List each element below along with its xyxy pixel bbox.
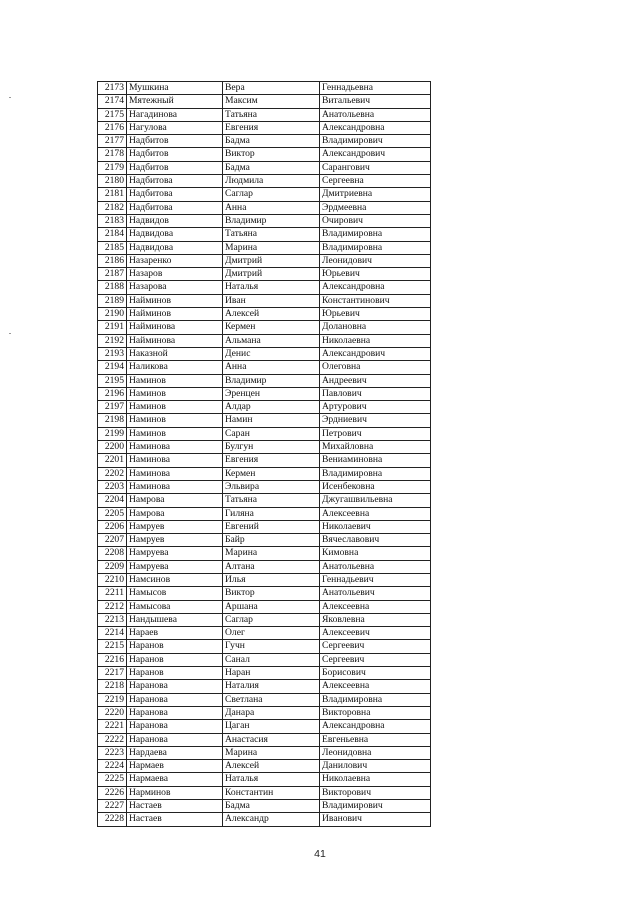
first-name-cell: Евгений [223,520,320,533]
patronymic-cell: Александровна [320,121,431,134]
patronymic-cell: Николаевич [320,520,431,533]
patronymic-cell: Геннадьевич [320,573,431,586]
patronymic-cell: Борисович [320,667,431,680]
patronymic-cell: Михайловна [320,441,431,454]
table-row [98,334,431,347]
table-row [98,135,431,148]
first-name-cell: Владимир [223,374,320,387]
table-row [98,347,431,360]
first-name-cell: Саглар [223,613,320,626]
patronymic-cell: Алексеевна [320,680,431,693]
table-row [98,254,431,267]
surname-cell: Надбитов [127,161,223,174]
row-number-cell: 2221 [98,720,127,733]
patronymic-cell: Вячеславович [320,534,431,547]
surname-cell: Наранова [127,720,223,733]
row-number-cell: 2223 [98,746,127,759]
surname-cell: Настаев [127,813,223,826]
table-row [98,507,431,520]
first-name-cell: Виктор [223,148,320,161]
surname-cell: Найминова [127,321,223,334]
patronymic-cell: Сергеевич [320,640,431,653]
table-row [98,587,431,600]
patronymic-cell: Юрьевич [320,308,431,321]
patronymic-cell: Алексеевич [320,627,431,640]
row-number-cell: 2199 [98,427,127,440]
surname-cell: Найминов [127,294,223,307]
table-row [98,693,431,706]
surname-cell: Нагадинова [127,108,223,121]
table-row [98,175,431,188]
table-row [98,733,431,746]
table-row [98,800,431,813]
patronymic-cell: Александрович [320,347,431,360]
surname-cell: Намрова [127,494,223,507]
table-row [98,161,431,174]
row-number-cell: 2188 [98,281,127,294]
surname-cell: Надвидова [127,241,223,254]
patronymic-cell: Александровна [320,281,431,294]
patronymic-cell: Олеговна [320,361,431,374]
surname-cell: Найминова [127,334,223,347]
first-name-cell: Аршана [223,600,320,613]
table-row [98,547,431,560]
row-number-cell: 2193 [98,347,127,360]
surname-cell: Наминов [127,374,223,387]
first-name-cell: Наран [223,667,320,680]
first-name-cell: Наталия [223,680,320,693]
row-number-cell: 2182 [98,201,127,214]
first-name-cell: Алдар [223,401,320,414]
surname-cell: Нарминов [127,786,223,799]
surname-cell: Намруев [127,534,223,547]
first-name-cell: Марина [223,746,320,759]
surname-cell: Назаров [127,268,223,281]
patronymic-cell: Очирович [320,214,431,227]
patronymic-cell: Кимовна [320,547,431,560]
first-name-cell: Гиляна [223,507,320,520]
table-row [98,786,431,799]
table-row [98,573,431,586]
row-number-cell: 2208 [98,547,127,560]
first-name-cell: Наталья [223,281,320,294]
patronymic-cell: Владимировна [320,693,431,706]
surname-cell: Нандышева [127,613,223,626]
row-number-cell: 2202 [98,467,127,480]
surname-cell: Назарова [127,281,223,294]
surname-cell: Наминова [127,441,223,454]
first-name-cell: Наталья [223,773,320,786]
first-name-cell: Данара [223,706,320,719]
patronymic-cell: Николаевна [320,334,431,347]
table-row [98,706,431,719]
surname-cell: Наминова [127,480,223,493]
row-number-cell: 2190 [98,308,127,321]
patronymic-cell: Юрьевич [320,268,431,281]
row-number-cell: 2218 [98,680,127,693]
patronymic-cell: Эрдниевич [320,414,431,427]
first-name-cell: Иван [223,294,320,307]
surname-cell: Намруева [127,547,223,560]
row-number-cell: 2180 [98,175,127,188]
patronymic-cell: Павлович [320,387,431,400]
row-number-cell: 2187 [98,268,127,281]
table-row [98,760,431,773]
table-row [98,414,431,427]
patronymic-cell: Петрович [320,427,431,440]
first-name-cell: Алексей [223,308,320,321]
patronymic-cell: Яковлевна [320,613,431,626]
table-row [98,534,431,547]
surname-cell: Нардаева [127,746,223,759]
row-number-cell: 2225 [98,773,127,786]
first-name-cell: Марина [223,547,320,560]
table-row [98,401,431,414]
table-row [98,82,431,95]
table-row [98,454,431,467]
patronymic-cell: Данилович [320,760,431,773]
first-name-cell: Марина [223,241,320,254]
table-row [98,281,431,294]
first-name-cell: Саран [223,427,320,440]
surname-cell: Нараев [127,627,223,640]
row-number-cell: 2203 [98,480,127,493]
surname-cell: Наранова [127,693,223,706]
first-name-cell: Бадма [223,161,320,174]
table-row [98,427,431,440]
row-number-cell: 2209 [98,560,127,573]
patronymic-cell: Владимировна [320,467,431,480]
row-number-cell: 2195 [98,374,127,387]
person-table [97,81,431,827]
row-number-cell: 2173 [98,82,127,95]
page-number: 41 [314,848,326,860]
first-name-cell: Санал [223,653,320,666]
surname-cell: Надбитова [127,175,223,188]
first-name-cell: Татьяна [223,494,320,507]
first-name-cell: Максим [223,95,320,108]
table-row [98,214,431,227]
table-row [98,773,431,786]
first-name-cell: Эренцен [223,387,320,400]
surname-cell: Наранов [127,640,223,653]
row-number-cell: 2178 [98,148,127,161]
patronymic-cell: Александрович [320,148,431,161]
surname-cell: Наминова [127,454,223,467]
first-name-cell: Цаган [223,720,320,733]
table-row [98,667,431,680]
surname-cell: Наранова [127,706,223,719]
patronymic-cell: Долановна [320,321,431,334]
first-name-cell: Гучн [223,640,320,653]
patronymic-cell: Александровна [320,720,431,733]
table-row [98,520,431,533]
row-number-cell: 2189 [98,294,127,307]
patronymic-cell: Вениаминовна [320,454,431,467]
patronymic-cell: Владимировна [320,228,431,241]
first-name-cell: Константин [223,786,320,799]
first-name-cell: Владимир [223,214,320,227]
table-row [98,480,431,493]
table-row [98,720,431,733]
patronymic-cell: Витальевич [320,95,431,108]
surname-cell: Наминов [127,387,223,400]
surname-cell: Надвидова [127,228,223,241]
table-row [98,600,431,613]
row-number-cell: 2212 [98,600,127,613]
surname-cell: Надбитова [127,201,223,214]
first-name-cell: Илья [223,573,320,586]
patronymic-cell: Сарангович [320,161,431,174]
table-row [98,108,431,121]
surname-cell: Наранова [127,733,223,746]
surname-cell: Намысова [127,600,223,613]
surname-cell: Намсинов [127,573,223,586]
row-number-cell: 2210 [98,573,127,586]
patronymic-cell: Николаевна [320,773,431,786]
surname-cell: Надбитов [127,148,223,161]
first-name-cell: Кермен [223,467,320,480]
table-row [98,308,431,321]
first-name-cell: Байр [223,534,320,547]
row-number-cell: 2200 [98,441,127,454]
patronymic-cell: Сергеевна [320,175,431,188]
row-number-cell: 2215 [98,640,127,653]
row-number-cell: 2177 [98,135,127,148]
first-name-cell: Дмитрий [223,254,320,267]
patronymic-cell: Геннадьевна [320,82,431,95]
table-row [98,467,431,480]
surname-cell: Намысов [127,587,223,600]
row-number-cell: 2174 [98,95,127,108]
row-number-cell: 2196 [98,387,127,400]
row-number-cell: 2216 [98,653,127,666]
surname-cell: Найминов [127,308,223,321]
table-row [98,95,431,108]
row-number-cell: 2183 [98,214,127,227]
table-row [98,148,431,161]
patronymic-cell: Евгеньевна [320,733,431,746]
first-name-cell: Анна [223,201,320,214]
patronymic-cell: Дмитриевна [320,188,431,201]
surname-cell: Надбитова [127,188,223,201]
surname-cell: Нагулова [127,121,223,134]
patronymic-cell: Артурович [320,401,431,414]
first-name-cell: Булгун [223,441,320,454]
scan-mark [9,97,11,98]
table-row [98,201,431,214]
table-row [98,294,431,307]
scan-mark [9,333,11,334]
surname-cell: Наминов [127,427,223,440]
patronymic-cell: Викторович [320,786,431,799]
first-name-cell: Денис [223,347,320,360]
table-row [98,228,431,241]
first-name-cell: Татьяна [223,228,320,241]
table-row [98,188,431,201]
table-row [98,441,431,454]
first-name-cell: Кермен [223,321,320,334]
patronymic-cell: Анатольевич [320,587,431,600]
first-name-cell: Альмана [223,334,320,347]
table-row [98,813,431,826]
surname-cell: Наминова [127,467,223,480]
table-row [98,387,431,400]
first-name-cell: Бадма [223,800,320,813]
first-name-cell: Олег [223,627,320,640]
first-name-cell: Виктор [223,587,320,600]
row-number-cell: 2228 [98,813,127,826]
patronymic-cell: Анатольевна [320,560,431,573]
surname-cell: Надбитов [127,135,223,148]
table-row [98,361,431,374]
surname-cell: Наранова [127,680,223,693]
patronymic-cell: Владимирович [320,135,431,148]
table-row [98,613,431,626]
first-name-cell: Эльвира [223,480,320,493]
row-number-cell: 2192 [98,334,127,347]
row-number-cell: 2204 [98,494,127,507]
row-number-cell: 2175 [98,108,127,121]
row-number-cell: 2198 [98,414,127,427]
first-name-cell: Александр [223,813,320,826]
first-name-cell: Бадма [223,135,320,148]
row-number-cell: 2207 [98,534,127,547]
surname-cell: Намруева [127,560,223,573]
surname-cell: Мушкина [127,82,223,95]
row-number-cell: 2211 [98,587,127,600]
surname-cell: Намрова [127,507,223,520]
patronymic-cell: Алексеевна [320,600,431,613]
table-row [98,494,431,507]
row-number-cell: 2226 [98,786,127,799]
row-number-cell: 2220 [98,706,127,719]
patronymic-cell: Константинович [320,294,431,307]
table-row [98,653,431,666]
row-number-cell: 2176 [98,121,127,134]
patronymic-cell: Эрдмеевна [320,201,431,214]
surname-cell: Наказной [127,347,223,360]
row-number-cell: 2179 [98,161,127,174]
table-row [98,680,431,693]
first-name-cell: Анастасия [223,733,320,746]
table-row [98,268,431,281]
table-row [98,321,431,334]
row-number-cell: 2214 [98,627,127,640]
row-number-cell: 2186 [98,254,127,267]
surname-cell: Нармаева [127,773,223,786]
row-number-cell: 2217 [98,667,127,680]
row-number-cell: 2224 [98,760,127,773]
table-row [98,746,431,759]
row-number-cell: 2205 [98,507,127,520]
patronymic-cell: Алексеевна [320,507,431,520]
surname-cell: Мятежный [127,95,223,108]
first-name-cell: Татьяна [223,108,320,121]
table-row [98,374,431,387]
patronymic-cell: Андреевич [320,374,431,387]
row-number-cell: 2227 [98,800,127,813]
surname-cell: Настаев [127,800,223,813]
row-number-cell: 2191 [98,321,127,334]
first-name-cell: Алтана [223,560,320,573]
first-name-cell: Евгения [223,121,320,134]
first-name-cell: Людмила [223,175,320,188]
surname-cell: Надвидов [127,214,223,227]
patronymic-cell: Исенбековна [320,480,431,493]
row-number-cell: 2206 [98,520,127,533]
table-row [98,560,431,573]
first-name-cell: Анна [223,361,320,374]
first-name-cell: Вера [223,82,320,95]
patronymic-cell: Анатольевна [320,108,431,121]
table-row [98,121,431,134]
surname-cell: Нармаев [127,760,223,773]
row-number-cell: 2197 [98,401,127,414]
row-number-cell: 2185 [98,241,127,254]
surname-cell: Наминов [127,414,223,427]
patronymic-cell: Владимировна [320,241,431,254]
row-number-cell: 2219 [98,693,127,706]
patronymic-cell: Владимирович [320,800,431,813]
person-table-body [98,82,431,827]
first-name-cell: Светлана [223,693,320,706]
row-number-cell: 2201 [98,454,127,467]
surname-cell: Наранов [127,667,223,680]
patronymic-cell: Сергеевич [320,653,431,666]
table-row [98,241,431,254]
table-row [98,640,431,653]
row-number-cell: 2184 [98,228,127,241]
row-number-cell: 2213 [98,613,127,626]
table-row [98,627,431,640]
first-name-cell: Алексей [223,760,320,773]
patronymic-cell: Викторовна [320,706,431,719]
surname-cell: Наранов [127,653,223,666]
surname-cell: Наликова [127,361,223,374]
patronymic-cell: Джугашвильевна [320,494,431,507]
surname-cell: Наминов [127,401,223,414]
patronymic-cell: Иванович [320,813,431,826]
surname-cell: Назаренко [127,254,223,267]
first-name-cell: Евгения [223,454,320,467]
patronymic-cell: Леонидович [320,254,431,267]
patronymic-cell: Леонидовна [320,746,431,759]
first-name-cell: Намин [223,414,320,427]
row-number-cell: 2194 [98,361,127,374]
surname-cell: Намруев [127,520,223,533]
first-name-cell: Дмитрий [223,268,320,281]
row-number-cell: 2181 [98,188,127,201]
first-name-cell: Саглар [223,188,320,201]
row-number-cell: 2222 [98,733,127,746]
